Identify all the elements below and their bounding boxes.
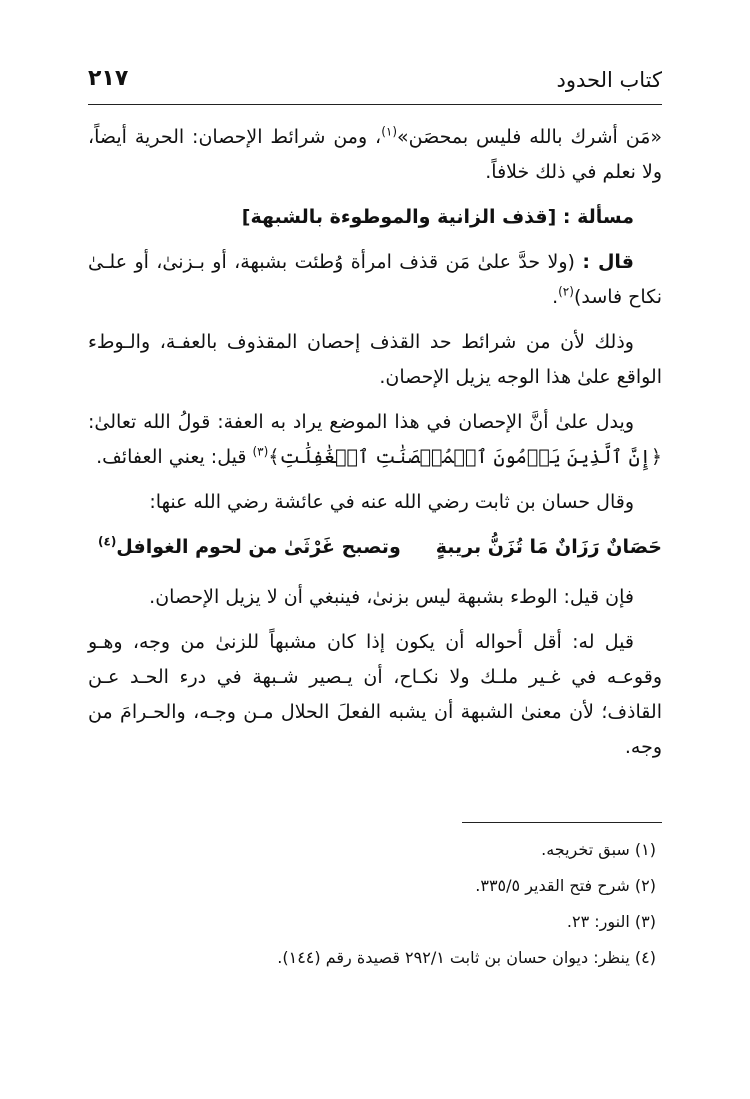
qal-text: (ولا حدَّ علىٰ مَن قذف امرأة وُطئت بشبهة، أو بـزنىٰ، أو علـىٰ نكاح فاسد) [88, 251, 662, 308]
paragraph-4 [88, 405, 662, 475]
quran-verse: ﴿إِنَّ ٱلَّذِينَ يَرۡمُونَ ٱلۡمُحۡصَنَٰتِ ٱلۡغَٰفِلَٰتِ﴾ [268, 446, 662, 468]
footnote-ref-4: (٤) [98, 534, 117, 549]
issue-label: مسألة : [562, 206, 634, 228]
footnotes [88, 832, 662, 976]
paragraph-4-start: ويدل علىٰ أنَّ الإحصان في هذا الموضع يراد به العفة: قولُ الله تعالىٰ: [88, 411, 634, 433]
poem-first-hemistich: حَصَانٌ رَزَانٌ مَا تُزَنُّ بريبةٍ [435, 536, 662, 558]
issue-heading [88, 200, 662, 235]
footnote-4: (٤) ينظر: ديوان حسان بن ثابت ٢٩٢/١ قصيدة رقم (١٤٤). [277, 948, 656, 967]
paragraph-5: وقال حسان بن ثابت رضي الله عنه في عائشة رضي الله عنها: [149, 491, 634, 513]
footnote-rule [462, 822, 662, 823]
footnote-3: (٣) النور: ٢٣. [566, 912, 656, 931]
poem-verse [88, 530, 662, 570]
page-number: ٢١٧ [88, 66, 129, 91]
poem-second-hemistich-text: وتصبح غَرْثَىٰ من لحوم الغوافل [116, 536, 401, 558]
paragraph-6: فإن قيل: الوطء بشبهة ليس بزنىٰ، فينبغي أن لا يزيل الإحصان. [149, 586, 634, 608]
poem-second-hemistich [98, 530, 401, 565]
qal-label: قال : [582, 251, 635, 273]
hadith-quote: «مَن أشرك بالله فليس بمحصَن» [397, 126, 662, 148]
header-rule [88, 104, 662, 105]
paragraph-4-end: قيل: يعني العفائف. [96, 446, 253, 468]
issue-title: [قذف الزانية والموطوءة بالشبهة] [241, 206, 557, 228]
book-title: كتاب الحدود [556, 68, 662, 92]
paragraph-7: قيل له: أقل أحواله أن يكون إذا كان مشبهاً للزنىٰ من وجه، وهـو وقوعـه في غـير ملـك ولا نكـاح، أن يـصير شـبهة في درء الحـد عـن القاذف؛ لأن معنىٰ الشبهة أن يشبه الفعلَ الحلال مـن وجـه، والحـرامَ من وجه. [88, 631, 662, 758]
footnote-2: (٢) شرح فتح القدير ٣٣٥/٥. [475, 876, 656, 895]
footnote-ref-3: (٣) [252, 444, 269, 459]
footnote-ref-1: (١) [381, 124, 398, 139]
paragraph-1-text: ، ومن شرائط الإحصان: الحرية أيضاً، ولا نعلم في ذلك خلافاً. [88, 126, 662, 183]
qal-end: . [552, 286, 559, 308]
footnote-1: (١) سبق تخريجه. [541, 840, 656, 859]
running-header [88, 62, 662, 102]
paragraph-3: وذلك لأن من شرائط حد القذف إحصان المقذوف بالعفـة، والـوطء الواقع علىٰ هذا الوجه يزيل الإحصان. [88, 331, 662, 388]
footnote-ref-2: (٢) [558, 284, 574, 299]
qal-paragraph [88, 245, 662, 315]
paragraph-1 [88, 120, 662, 190]
main-text [88, 120, 662, 775]
